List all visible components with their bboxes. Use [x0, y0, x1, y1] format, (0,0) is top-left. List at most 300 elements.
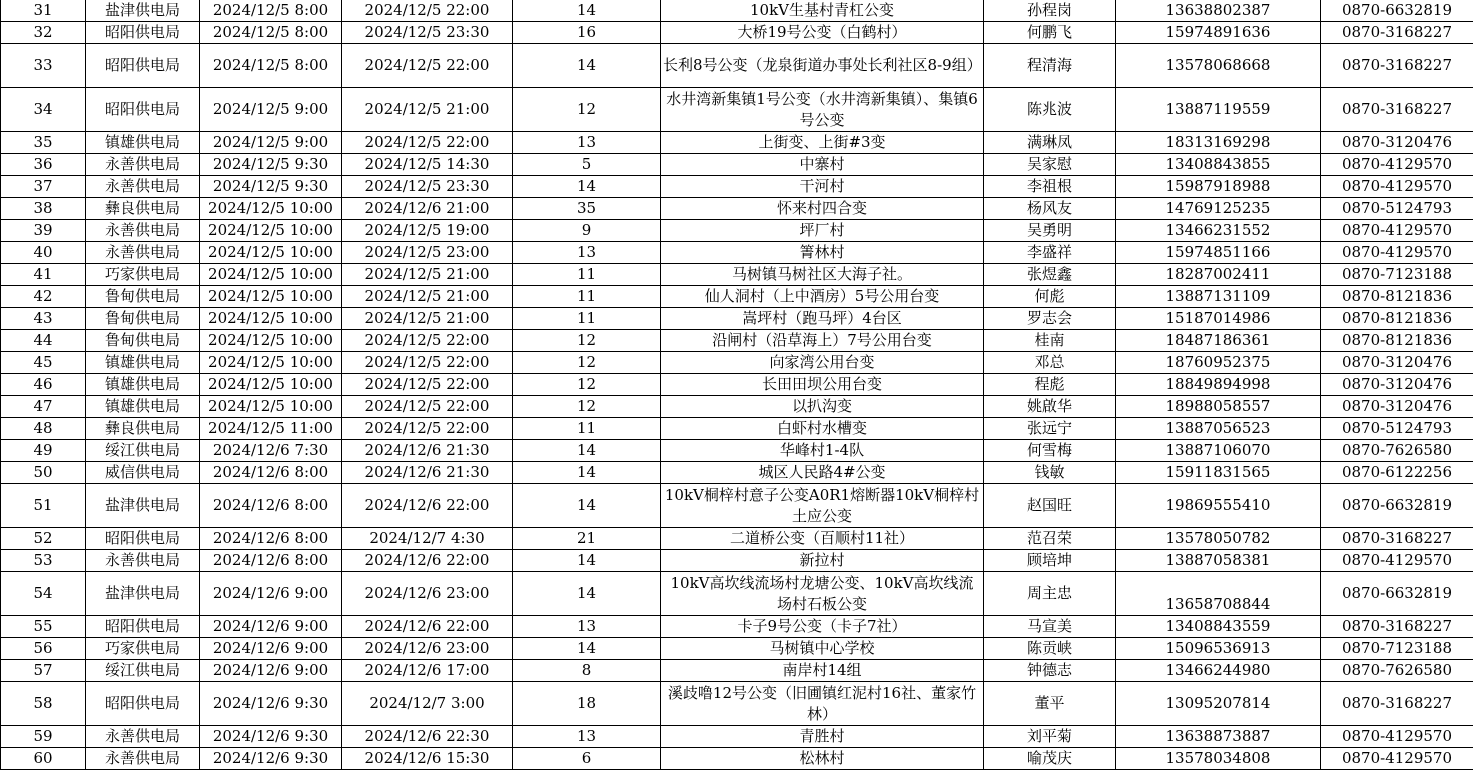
outage-area-cell: 10kV生基村青杠公变	[661, 0, 984, 22]
end-time-cell: 2024/12/6 22:30	[342, 726, 513, 748]
row-number-cell: 51	[1, 484, 86, 528]
mobile-cell: 15187014986	[1116, 308, 1321, 330]
telephone-cell: 0870-3120476	[1321, 132, 1473, 154]
row-number-cell: 36	[1, 154, 86, 176]
telephone-cell: 0870-8121836	[1321, 308, 1473, 330]
telephone-cell: 0870-8121836	[1321, 286, 1473, 308]
bureau-cell: 镇雄供电局	[86, 132, 200, 154]
telephone-cell: 0870-3168227	[1321, 22, 1473, 44]
mobile-cell: 13408843855	[1116, 154, 1321, 176]
telephone-cell: 0870-3120476	[1321, 396, 1473, 418]
end-time-cell: 2024/12/5 21:00	[342, 264, 513, 286]
outage-area-cell: 干河村	[661, 176, 984, 198]
bureau-cell: 昭阳供电局	[86, 88, 200, 132]
start-time-cell: 2024/12/5 9:30	[200, 154, 342, 176]
mobile-cell: 13887119559	[1116, 88, 1321, 132]
contact-person-cell: 顾培坤	[984, 550, 1116, 572]
start-time-cell: 2024/12/6 9:30	[200, 748, 342, 770]
mobile-cell: 15974851166	[1116, 242, 1321, 264]
start-time-cell: 2024/12/5 9:30	[200, 176, 342, 198]
bureau-cell: 盐津供电局	[86, 572, 200, 616]
outage-area-cell: 卡子9号公变（卡子7社）	[661, 616, 984, 638]
table-row	[1, 396, 1473, 418]
duration-cell: 6	[513, 748, 661, 770]
end-time-cell: 2024/12/5 22:00	[342, 44, 513, 88]
outage-area-cell: 马树镇马树社区大海子社。	[661, 264, 984, 286]
outage-area-cell: 以扒沟变	[661, 396, 984, 418]
telephone-cell: 0870-4129570	[1321, 176, 1473, 198]
contact-person-cell: 钱敏	[984, 462, 1116, 484]
duration-cell: 14	[513, 638, 661, 660]
bureau-cell: 巧家供电局	[86, 638, 200, 660]
duration-cell: 35	[513, 198, 661, 220]
bureau-cell: 永善供电局	[86, 242, 200, 264]
mobile-cell: 14769125235	[1116, 198, 1321, 220]
table-row	[1, 418, 1473, 440]
table-row	[1, 242, 1473, 264]
outage-area-cell: 松林村	[661, 748, 984, 770]
end-time-cell: 2024/12/6 21:00	[342, 198, 513, 220]
start-time-cell: 2024/12/5 10:00	[200, 220, 342, 242]
bureau-cell: 永善供电局	[86, 550, 200, 572]
table-row	[1, 462, 1473, 484]
end-time-cell: 2024/12/6 22:00	[342, 550, 513, 572]
mobile-cell: 15987918988	[1116, 176, 1321, 198]
bureau-cell: 鲁甸供电局	[86, 330, 200, 352]
contact-person-cell: 钟德志	[984, 660, 1116, 682]
outage-area-cell: 城区人民路4#公变	[661, 462, 984, 484]
table-row	[1, 484, 1473, 528]
outage-area-cell: 马树镇中心学校	[661, 638, 984, 660]
mobile-cell: 13578050782	[1116, 528, 1321, 550]
bureau-cell: 镇雄供电局	[86, 374, 200, 396]
row-number-cell: 44	[1, 330, 86, 352]
contact-person-cell: 陈兆波	[984, 88, 1116, 132]
row-number-cell: 47	[1, 396, 86, 418]
duration-cell: 11	[513, 418, 661, 440]
end-time-cell: 2024/12/5 21:00	[342, 88, 513, 132]
duration-cell: 12	[513, 374, 661, 396]
contact-person-cell: 赵国旺	[984, 484, 1116, 528]
row-number-cell: 43	[1, 308, 86, 330]
table-row	[1, 176, 1473, 198]
contact-person-cell: 陈贡峡	[984, 638, 1116, 660]
duration-cell: 21	[513, 528, 661, 550]
mobile-cell: 13638873887	[1116, 726, 1321, 748]
end-time-cell: 2024/12/5 22:00	[342, 132, 513, 154]
row-number-cell: 48	[1, 418, 86, 440]
row-number-cell: 32	[1, 22, 86, 44]
telephone-cell: 0870-7123188	[1321, 638, 1473, 660]
duration-cell: 14	[513, 176, 661, 198]
outage-area-cell: 大桥19号公变（白鹤村）	[661, 22, 984, 44]
bureau-cell: 昭阳供电局	[86, 682, 200, 726]
mobile-cell: 13578068668	[1116, 44, 1321, 88]
row-number-cell: 41	[1, 264, 86, 286]
bureau-cell: 昭阳供电局	[86, 22, 200, 44]
bureau-cell: 永善供电局	[86, 220, 200, 242]
outage-area-cell: 水井湾新集镇1号公变（水井湾新集镇）、集镇6号公变	[661, 88, 984, 132]
mobile-cell: 15911831565	[1116, 462, 1321, 484]
duration-cell: 11	[513, 264, 661, 286]
start-time-cell: 2024/12/6 8:00	[200, 528, 342, 550]
telephone-cell: 0870-4129570	[1321, 748, 1473, 770]
row-number-cell: 31	[1, 0, 86, 22]
telephone-cell: 0870-7626580	[1321, 440, 1473, 462]
telephone-cell: 0870-4129570	[1321, 220, 1473, 242]
contact-person-cell: 张煜鑫	[984, 264, 1116, 286]
bureau-cell: 盐津供电局	[86, 0, 200, 22]
telephone-cell: 0870-3120476	[1321, 352, 1473, 374]
contact-person-cell: 周主忠	[984, 572, 1116, 616]
row-number-cell: 37	[1, 176, 86, 198]
row-number-cell: 34	[1, 88, 86, 132]
start-time-cell: 2024/12/6 9:00	[200, 660, 342, 682]
start-time-cell: 2024/12/5 10:00	[200, 198, 342, 220]
outage-area-cell: 上街变、上街#3变	[661, 132, 984, 154]
start-time-cell: 2024/12/5 9:00	[200, 132, 342, 154]
telephone-cell: 0870-4129570	[1321, 242, 1473, 264]
duration-cell: 13	[513, 726, 661, 748]
table-row	[1, 638, 1473, 660]
table-row	[1, 44, 1473, 88]
table-row	[1, 440, 1473, 462]
outage-area-cell: 中寨村	[661, 154, 984, 176]
outage-area-cell: 长田田坝公用台变	[661, 374, 984, 396]
telephone-cell: 0870-6122256	[1321, 462, 1473, 484]
contact-person-cell: 孙程岗	[984, 0, 1116, 22]
duration-cell: 14	[513, 0, 661, 22]
table-row	[1, 374, 1473, 396]
telephone-cell: 0870-3168227	[1321, 44, 1473, 88]
telephone-cell: 0870-3168227	[1321, 616, 1473, 638]
mobile-cell: 13887106070	[1116, 440, 1321, 462]
outage-area-cell: 仙人洞村（上中酒房）5号公用台变	[661, 286, 984, 308]
duration-cell: 18	[513, 682, 661, 726]
end-time-cell: 2024/12/6 21:30	[342, 440, 513, 462]
start-time-cell: 2024/12/6 9:00	[200, 638, 342, 660]
end-time-cell: 2024/12/5 22:00	[342, 396, 513, 418]
outage-area-cell: 华峰村1-4队	[661, 440, 984, 462]
bureau-cell: 永善供电局	[86, 176, 200, 198]
bureau-cell: 昭阳供电局	[86, 528, 200, 550]
outage-area-cell: 10kV高坎线流场村龙塘公变、10kV高坎线流场村石板公变	[661, 572, 984, 616]
start-time-cell: 2024/12/5 10:00	[200, 286, 342, 308]
mobile-cell: 13578034808	[1116, 748, 1321, 770]
start-time-cell: 2024/12/5 9:00	[200, 88, 342, 132]
end-time-cell: 2024/12/7 3:00	[342, 682, 513, 726]
bureau-cell: 彝良供电局	[86, 198, 200, 220]
contact-person-cell: 程彪	[984, 374, 1116, 396]
end-time-cell: 2024/12/5 22:00	[342, 374, 513, 396]
start-time-cell: 2024/12/6 8:00	[200, 550, 342, 572]
bureau-cell: 昭阳供电局	[86, 44, 200, 88]
bureau-cell: 昭阳供电局	[86, 616, 200, 638]
table-row	[1, 0, 1473, 22]
outage-area-cell: 白虾村水槽变	[661, 418, 984, 440]
mobile-cell: 13887056523	[1116, 418, 1321, 440]
table-body	[1, 0, 1473, 770]
bureau-cell: 镇雄供电局	[86, 396, 200, 418]
start-time-cell: 2024/12/6 9:30	[200, 682, 342, 726]
contact-person-cell: 何鹏飞	[984, 22, 1116, 44]
end-time-cell: 2024/12/5 23:00	[342, 242, 513, 264]
telephone-cell: 0870-4129570	[1321, 154, 1473, 176]
duration-cell: 9	[513, 220, 661, 242]
telephone-cell: 0870-5124793	[1321, 418, 1473, 440]
bureau-cell: 镇雄供电局	[86, 352, 200, 374]
mobile-cell: 18760952375	[1116, 352, 1321, 374]
row-number-cell: 46	[1, 374, 86, 396]
row-number-cell: 58	[1, 682, 86, 726]
end-time-cell: 2024/12/5 23:30	[342, 176, 513, 198]
contact-person-cell: 李盛祥	[984, 242, 1116, 264]
bureau-cell: 鲁甸供电局	[86, 308, 200, 330]
end-time-cell: 2024/12/5 22:00	[342, 330, 513, 352]
bureau-cell: 威信供电局	[86, 462, 200, 484]
mobile-cell: 15096536913	[1116, 638, 1321, 660]
end-time-cell: 2024/12/5 23:30	[342, 22, 513, 44]
start-time-cell: 2024/12/6 8:00	[200, 462, 342, 484]
mobile-cell: 15974891636	[1116, 22, 1321, 44]
outage-area-cell: 青胜村	[661, 726, 984, 748]
mobile-cell: 18849894998	[1116, 374, 1321, 396]
row-number-cell: 57	[1, 660, 86, 682]
row-number-cell: 50	[1, 462, 86, 484]
row-number-cell: 54	[1, 572, 86, 616]
mobile-cell: 18287002411	[1116, 264, 1321, 286]
outage-area-cell: 10kV桐梓村意子公变A0R1熔断器10kV桐梓村土应公变	[661, 484, 984, 528]
duration-cell: 14	[513, 484, 661, 528]
end-time-cell: 2024/12/5 21:00	[342, 308, 513, 330]
mobile-cell: 13408843559	[1116, 616, 1321, 638]
bureau-cell: 鲁甸供电局	[86, 286, 200, 308]
outage-area-cell: 溪歧噜12号公变（旧圃镇红泥村16社、董家竹林）	[661, 682, 984, 726]
end-time-cell: 2024/12/5 21:00	[342, 286, 513, 308]
bureau-cell: 永善供电局	[86, 154, 200, 176]
start-time-cell: 2024/12/5 10:00	[200, 308, 342, 330]
contact-person-cell: 刘平菊	[984, 726, 1116, 748]
row-number-cell: 33	[1, 44, 86, 88]
table-row	[1, 528, 1473, 550]
table-row	[1, 198, 1473, 220]
bureau-cell: 巧家供电局	[86, 264, 200, 286]
table-row	[1, 330, 1473, 352]
end-time-cell: 2024/12/5 14:30	[342, 154, 513, 176]
duration-cell: 8	[513, 660, 661, 682]
contact-person-cell: 杨风友	[984, 198, 1116, 220]
start-time-cell: 2024/12/5 10:00	[200, 330, 342, 352]
start-time-cell: 2024/12/5 11:00	[200, 418, 342, 440]
duration-cell: 16	[513, 22, 661, 44]
table-row	[1, 748, 1473, 770]
bureau-cell: 彝良供电局	[86, 418, 200, 440]
contact-person-cell: 何彪	[984, 286, 1116, 308]
telephone-cell: 0870-7123188	[1321, 264, 1473, 286]
telephone-cell: 0870-4129570	[1321, 726, 1473, 748]
row-number-cell: 45	[1, 352, 86, 374]
outage-area-cell: 新拉村	[661, 550, 984, 572]
duration-cell: 14	[513, 572, 661, 616]
telephone-cell: 0870-5124793	[1321, 198, 1473, 220]
end-time-cell: 2024/12/6 21:30	[342, 462, 513, 484]
table-row	[1, 572, 1473, 616]
telephone-cell: 0870-3168227	[1321, 682, 1473, 726]
row-number-cell: 52	[1, 528, 86, 550]
start-time-cell: 2024/12/6 9:00	[200, 616, 342, 638]
start-time-cell: 2024/12/5 8:00	[200, 44, 342, 88]
contact-person-cell: 喻茂庆	[984, 748, 1116, 770]
mobile-cell: 13466244980	[1116, 660, 1321, 682]
table-row	[1, 22, 1473, 44]
bureau-cell: 永善供电局	[86, 726, 200, 748]
end-time-cell: 2024/12/5 22:00	[342, 352, 513, 374]
telephone-cell: 0870-6632819	[1321, 484, 1473, 528]
outage-area-cell: 向家湾公用台变	[661, 352, 984, 374]
contact-person-cell: 吴家慰	[984, 154, 1116, 176]
row-number-cell: 60	[1, 748, 86, 770]
start-time-cell: 2024/12/5 8:00	[200, 0, 342, 22]
contact-person-cell: 何雪梅	[984, 440, 1116, 462]
outage-area-cell: 箐林村	[661, 242, 984, 264]
duration-cell: 12	[513, 396, 661, 418]
row-number-cell: 59	[1, 726, 86, 748]
outage-area-cell: 沿闸村（沿草海上）7号公用台变	[661, 330, 984, 352]
mobile-cell: 18487186361	[1116, 330, 1321, 352]
table-row	[1, 616, 1473, 638]
table-row	[1, 286, 1473, 308]
start-time-cell: 2024/12/5 10:00	[200, 352, 342, 374]
duration-cell: 13	[513, 242, 661, 264]
table-row	[1, 132, 1473, 154]
start-time-cell: 2024/12/6 9:30	[200, 726, 342, 748]
contact-person-cell: 马宣美	[984, 616, 1116, 638]
table-row	[1, 550, 1473, 572]
duration-cell: 12	[513, 352, 661, 374]
duration-cell: 13	[513, 616, 661, 638]
start-time-cell: 2024/12/5 10:00	[200, 374, 342, 396]
row-number-cell: 42	[1, 286, 86, 308]
start-time-cell: 2024/12/6 8:00	[200, 484, 342, 528]
outage-area-cell: 南岸村14组	[661, 660, 984, 682]
row-number-cell: 56	[1, 638, 86, 660]
end-time-cell: 2024/12/5 22:00	[342, 418, 513, 440]
duration-cell: 11	[513, 308, 661, 330]
mobile-cell: 18313169298	[1116, 132, 1321, 154]
contact-person-cell: 吴勇明	[984, 220, 1116, 242]
table-row	[1, 352, 1473, 374]
table-row	[1, 726, 1473, 748]
contact-person-cell: 姚啟华	[984, 396, 1116, 418]
end-time-cell: 2024/12/6 22:00	[342, 484, 513, 528]
contact-person-cell: 罗志会	[984, 308, 1116, 330]
table-row	[1, 220, 1473, 242]
bureau-cell: 永善供电局	[86, 748, 200, 770]
outage-area-cell: 嵩坪村（跑马坪）4台区	[661, 308, 984, 330]
telephone-cell: 0870-8121836	[1321, 330, 1473, 352]
start-time-cell: 2024/12/5 10:00	[200, 264, 342, 286]
contact-person-cell: 邓总	[984, 352, 1116, 374]
telephone-cell: 0870-3168227	[1321, 88, 1473, 132]
duration-cell: 14	[513, 440, 661, 462]
duration-cell: 14	[513, 44, 661, 88]
outage-area-cell: 二道桥公变（百顺村11社）	[661, 528, 984, 550]
row-number-cell: 38	[1, 198, 86, 220]
start-time-cell: 2024/12/6 9:00	[200, 572, 342, 616]
outage-area-cell: 坪厂村	[661, 220, 984, 242]
row-number-cell: 35	[1, 132, 86, 154]
start-time-cell: 2024/12/5 10:00	[200, 242, 342, 264]
telephone-cell: 0870-6632819	[1321, 572, 1473, 616]
mobile-cell: 19869555410	[1116, 484, 1321, 528]
telephone-cell: 0870-6632819	[1321, 0, 1473, 22]
outage-area-cell: 长利8号公变（龙泉街道办事处长利社区8-9组）	[661, 44, 984, 88]
end-time-cell: 2024/12/6 23:00	[342, 638, 513, 660]
mobile-cell: 13095207814	[1116, 682, 1321, 726]
row-number-cell: 53	[1, 550, 86, 572]
end-time-cell: 2024/12/5 22:00	[342, 0, 513, 22]
contact-person-cell: 范召荣	[984, 528, 1116, 550]
mobile-cell: 13887058381	[1116, 550, 1321, 572]
bureau-cell: 盐津供电局	[86, 484, 200, 528]
row-number-cell: 49	[1, 440, 86, 462]
telephone-cell: 0870-7626580	[1321, 660, 1473, 682]
duration-cell: 13	[513, 132, 661, 154]
outage-area-cell: 怀来村四合变	[661, 198, 984, 220]
mobile-cell: 13887131109	[1116, 286, 1321, 308]
table-row	[1, 88, 1473, 132]
bureau-cell: 绥江供电局	[86, 440, 200, 462]
table-row	[1, 264, 1473, 286]
row-number-cell: 39	[1, 220, 86, 242]
end-time-cell: 2024/12/6 22:00	[342, 616, 513, 638]
row-number-cell: 55	[1, 616, 86, 638]
end-time-cell: 2024/12/6 23:00	[342, 572, 513, 616]
telephone-cell: 0870-3120476	[1321, 374, 1473, 396]
mobile-cell: 18988058557	[1116, 396, 1321, 418]
end-time-cell: 2024/12/7 4:30	[342, 528, 513, 550]
contact-person-cell: 满琳凤	[984, 132, 1116, 154]
telephone-cell: 0870-3168227	[1321, 528, 1473, 550]
table-row	[1, 308, 1473, 330]
contact-person-cell: 李祖根	[984, 176, 1116, 198]
duration-cell: 12	[513, 330, 661, 352]
end-time-cell: 2024/12/5 19:00	[342, 220, 513, 242]
contact-person-cell: 程清海	[984, 44, 1116, 88]
contact-person-cell: 桂南	[984, 330, 1116, 352]
table-row	[1, 660, 1473, 682]
end-time-cell: 2024/12/6 17:00	[342, 660, 513, 682]
mobile-cell: 13466231552	[1116, 220, 1321, 242]
contact-person-cell: 董平	[984, 682, 1116, 726]
bureau-cell: 绥江供电局	[86, 660, 200, 682]
mobile-cell: 13658708844	[1116, 572, 1321, 616]
start-time-cell: 2024/12/5 8:00	[200, 22, 342, 44]
duration-cell: 14	[513, 462, 661, 484]
start-time-cell: 2024/12/5 10:00	[200, 396, 342, 418]
end-time-cell: 2024/12/6 15:30	[342, 748, 513, 770]
duration-cell: 12	[513, 88, 661, 132]
table-row	[1, 154, 1473, 176]
duration-cell: 14	[513, 550, 661, 572]
duration-cell: 11	[513, 286, 661, 308]
telephone-cell: 0870-4129570	[1321, 550, 1473, 572]
table-row	[1, 682, 1473, 726]
contact-person-cell: 张远宁	[984, 418, 1116, 440]
start-time-cell: 2024/12/6 7:30	[200, 440, 342, 462]
row-number-cell: 40	[1, 242, 86, 264]
duration-cell: 5	[513, 154, 661, 176]
